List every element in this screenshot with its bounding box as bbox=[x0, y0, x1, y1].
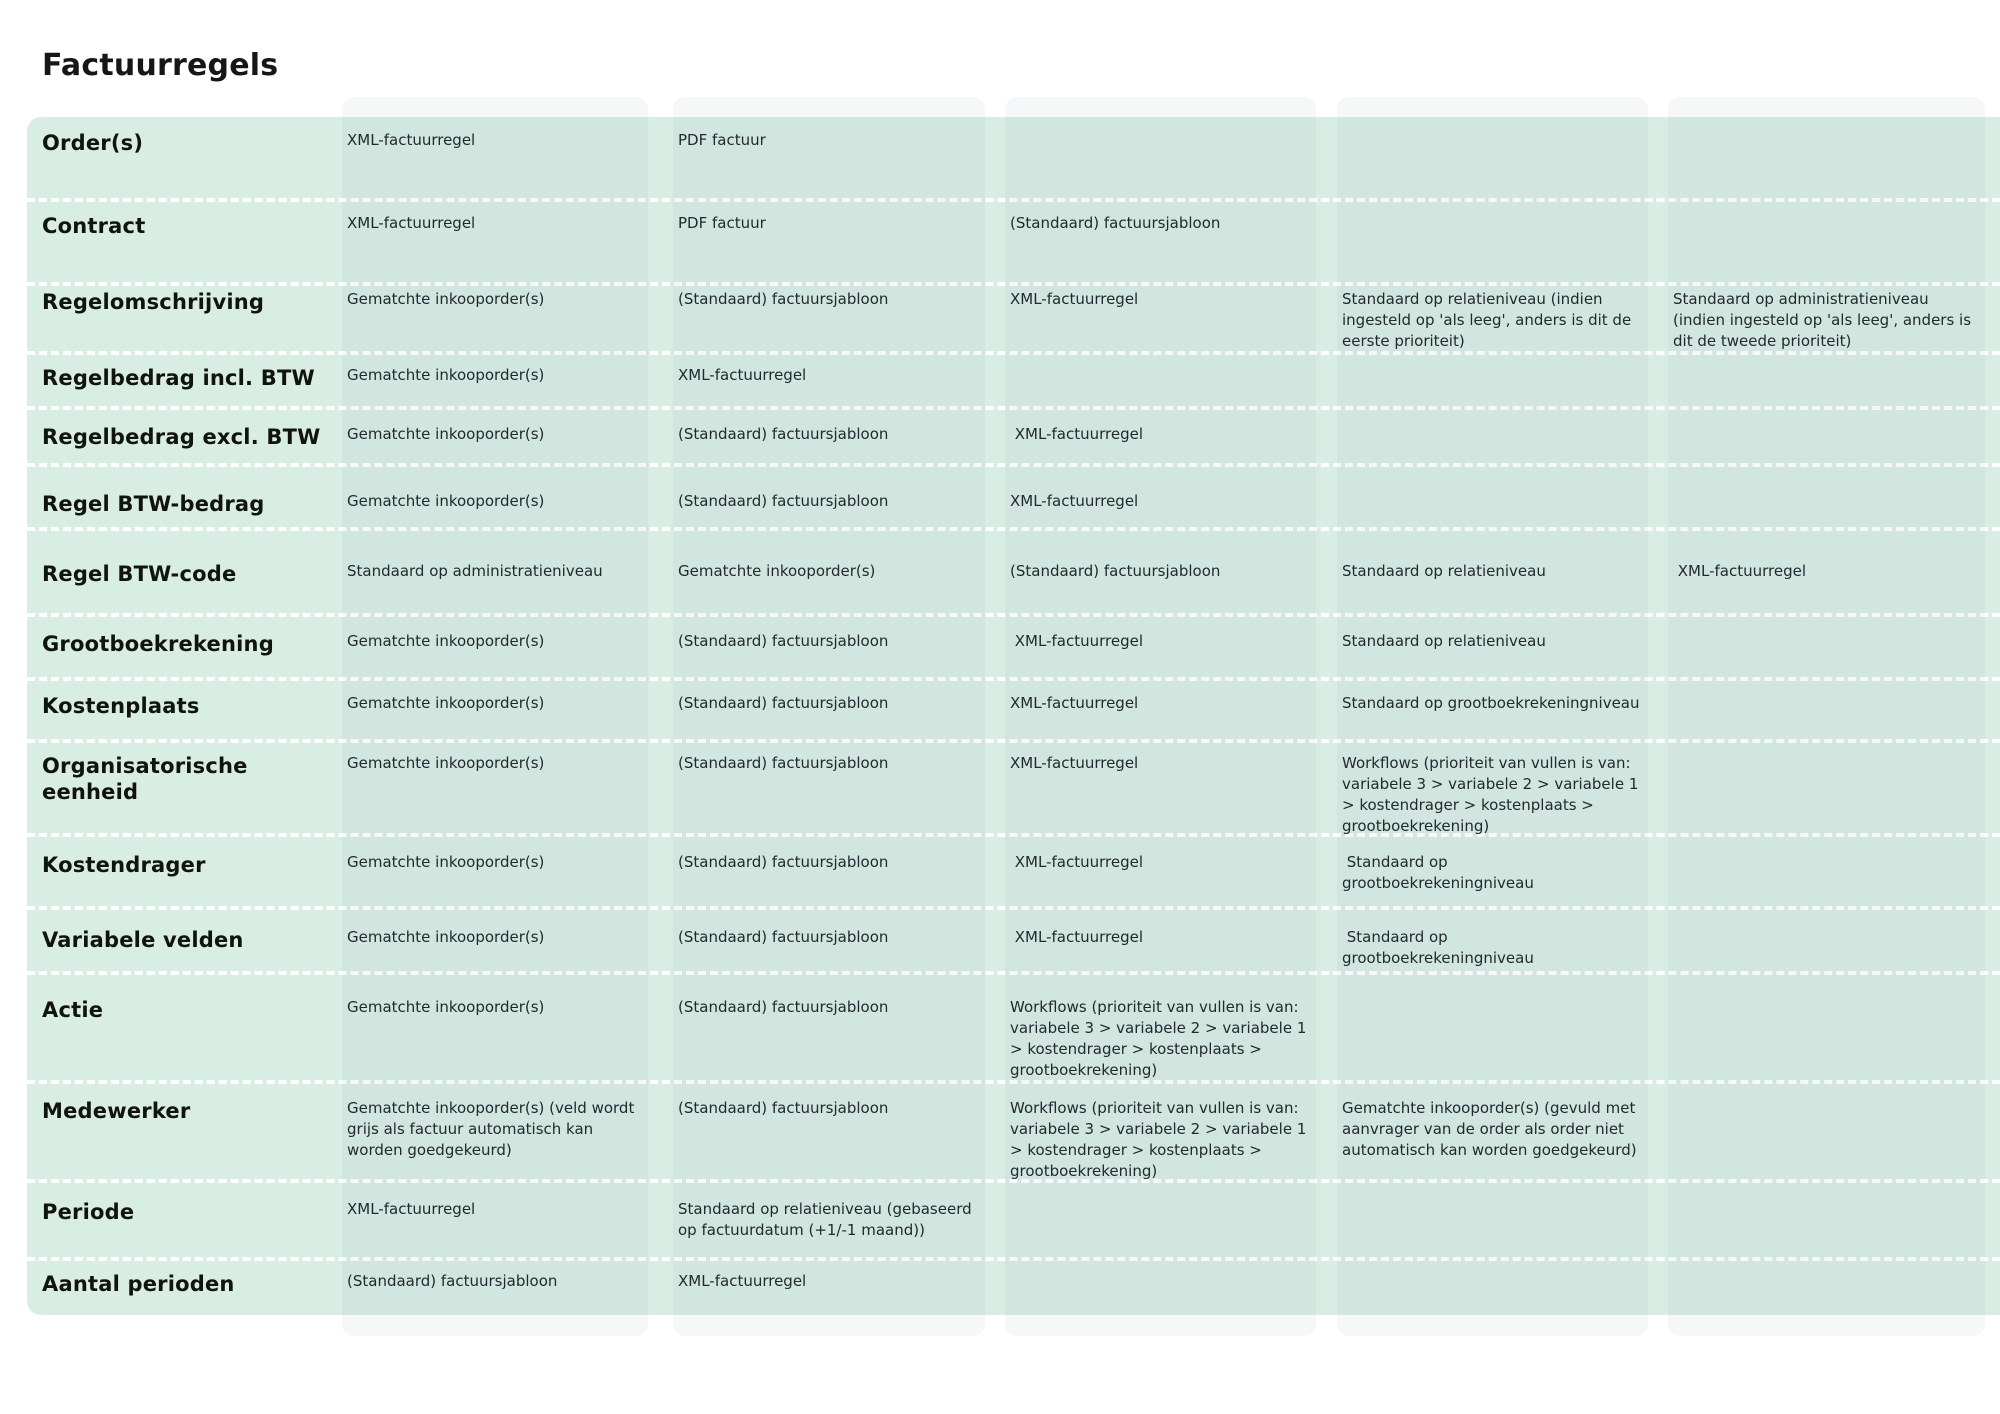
row-label: Kostenplaats bbox=[42, 694, 200, 718]
cell-col3: XML-factuurregel bbox=[1010, 290, 1139, 308]
cell-col3: Workflows (prioriteit van vullen is van: variabele 3 > variabele 2 > variabele 1 > kostendrager > kostenplaats > grootboekrekening) bbox=[1010, 998, 1312, 1079]
page-title: Factuurregels bbox=[42, 48, 279, 83]
row-label: Organisatorische eenheid bbox=[42, 754, 248, 804]
cell-col2: XML-factuurregel bbox=[678, 366, 807, 384]
row-label: Regelomschrijving bbox=[42, 290, 265, 314]
cell-col1: (Standaard) factuursjabloon bbox=[347, 1272, 558, 1290]
cell-col1: Gematchte inkooporder(s) bbox=[347, 928, 545, 946]
cell-col1: Gematchte inkooporder(s) bbox=[347, 366, 545, 384]
table-row bbox=[27, 677, 2000, 739]
row-label: Regel BTW-code bbox=[42, 562, 237, 586]
cell-col5: XML-factuurregel bbox=[1673, 562, 1807, 580]
cell-col2: PDF factuur bbox=[678, 131, 766, 149]
table-row bbox=[27, 1257, 2000, 1315]
row-label: Order(s) bbox=[42, 131, 144, 155]
table-row bbox=[27, 527, 2000, 613]
table-row bbox=[27, 351, 2000, 406]
factuurregels-table bbox=[27, 117, 2000, 1315]
cell-col3: XML-factuurregel bbox=[1010, 694, 1139, 712]
row-label: Regelbedrag incl. BTW bbox=[42, 366, 315, 390]
cell-col2: (Standaard) factuursjabloon bbox=[678, 853, 889, 871]
row-label: Aantal perioden bbox=[42, 1272, 235, 1296]
cell-col3: (Standaard) factuursjabloon bbox=[1010, 562, 1221, 580]
cell-col2: Gematchte inkooporder(s) bbox=[678, 562, 876, 580]
table-row bbox=[27, 282, 2000, 351]
row-label: Medewerker bbox=[42, 1099, 191, 1123]
cell-col2: (Standaard) factuursjabloon bbox=[678, 754, 889, 772]
cell-col4: Workflows (prioriteit van vullen is van: variabele 3 > variabele 2 > variabele 1 > kostendrager > kostenplaats > grootboekrekening) bbox=[1342, 754, 1644, 835]
cell-col1: XML-factuurregel bbox=[347, 214, 476, 232]
row-label: Grootboekrekening bbox=[42, 632, 274, 656]
row-label: Kostendrager bbox=[42, 853, 206, 877]
cell-col5: Standaard op administratieniveau (indien ingesteld op 'als leeg', anders is dit de tweede prioriteit) bbox=[1673, 290, 1976, 350]
table-row bbox=[27, 1080, 2000, 1179]
cell-col3: (Standaard) factuursjabloon bbox=[1010, 214, 1221, 232]
cell-col4: Standaard op grootboekrekeningniveau bbox=[1342, 694, 1640, 712]
cell-col1: Gematchte inkooporder(s) (veld wordt grijs als factuur automatisch kan worden goedgekeurd) bbox=[347, 1099, 640, 1159]
cell-col1: Standaard op administratieniveau bbox=[347, 562, 603, 580]
table-row bbox=[27, 613, 2000, 677]
table-row bbox=[27, 739, 2000, 833]
cell-col4: Standaard op relatieniveau bbox=[1342, 562, 1546, 580]
table-row bbox=[27, 906, 2000, 971]
cell-col1: Gematchte inkooporder(s) bbox=[347, 754, 545, 772]
cell-col3: Workflows (prioriteit van vullen is van: variabele 3 > variabele 2 > variabele 1 > kostendrager > kostenplaats > grootboekrekening) bbox=[1010, 1099, 1312, 1180]
table-row bbox=[27, 1179, 2000, 1257]
cell-col4: Standaard op relatieniveau (indien ingesteld op 'als leeg', anders is dit de eerste prioriteit) bbox=[1342, 290, 1636, 350]
cell-col1: Gematchte inkooporder(s) bbox=[347, 290, 545, 308]
cell-col1: XML-factuurregel bbox=[347, 131, 476, 149]
cell-col4: Standaard op grootboekrekeningniveau bbox=[1342, 928, 1534, 967]
row-label: Contract bbox=[42, 214, 146, 238]
row-label: Actie bbox=[42, 998, 104, 1022]
cell-col2: (Standaard) factuursjabloon bbox=[678, 928, 889, 946]
cell-col3: XML-factuurregel bbox=[1010, 853, 1144, 871]
row-label: Regel BTW-bedrag bbox=[42, 492, 265, 516]
cell-col3: XML-factuurregel bbox=[1010, 492, 1139, 510]
cell-col2: (Standaard) factuursjabloon bbox=[678, 492, 889, 510]
cell-col1: Gematchte inkooporder(s) bbox=[347, 998, 545, 1016]
cell-col2: (Standaard) factuursjabloon bbox=[678, 998, 889, 1016]
row-label: Variabele velden bbox=[42, 928, 244, 952]
table-row bbox=[27, 463, 2000, 527]
cell-col3: XML-factuurregel bbox=[1010, 632, 1144, 650]
cell-col2: (Standaard) factuursjabloon bbox=[678, 1099, 889, 1117]
row-label: Periode bbox=[42, 1200, 135, 1224]
cell-col1: Gematchte inkooporder(s) bbox=[347, 425, 545, 443]
cell-col1: Gematchte inkooporder(s) bbox=[347, 492, 545, 510]
table-row bbox=[27, 406, 2000, 463]
cell-col1: Gematchte inkooporder(s) bbox=[347, 853, 545, 871]
row-label: Regelbedrag excl. BTW bbox=[42, 425, 321, 449]
cell-col4: Standaard op grootboekrekeningniveau bbox=[1342, 853, 1534, 892]
cell-col2: XML-factuurregel bbox=[678, 1272, 807, 1290]
cell-col2: (Standaard) factuursjabloon bbox=[678, 694, 889, 712]
cell-col2: (Standaard) factuursjabloon bbox=[678, 425, 889, 443]
cell-col3: XML-factuurregel bbox=[1010, 928, 1144, 946]
cell-col1: Gematchte inkooporder(s) bbox=[347, 632, 545, 650]
cell-col1: XML-factuurregel bbox=[347, 1200, 476, 1218]
cell-col4: Gematchte inkooporder(s) (gevuld met aanvrager van de order als order niet automatisch kan worden goedgekeurd) bbox=[1342, 1099, 1641, 1159]
cell-col2: (Standaard) factuursjabloon bbox=[678, 632, 889, 650]
cell-col2: (Standaard) factuursjabloon bbox=[678, 290, 889, 308]
cell-col2: PDF factuur bbox=[678, 214, 766, 232]
cell-col3: XML-factuurregel bbox=[1010, 754, 1139, 772]
cell-col3: XML-factuurregel bbox=[1010, 425, 1144, 443]
table-row bbox=[27, 198, 2000, 282]
cell-col4: Standaard op relatieniveau bbox=[1342, 632, 1546, 650]
cell-col2: Standaard op relatieniveau (gebaseerd op factuurdatum (+1/-1 maand)) bbox=[678, 1200, 977, 1239]
table-row bbox=[27, 971, 2000, 1080]
table-row bbox=[27, 117, 2000, 198]
table-row bbox=[27, 833, 2000, 906]
cell-col1: Gematchte inkooporder(s) bbox=[347, 694, 545, 712]
